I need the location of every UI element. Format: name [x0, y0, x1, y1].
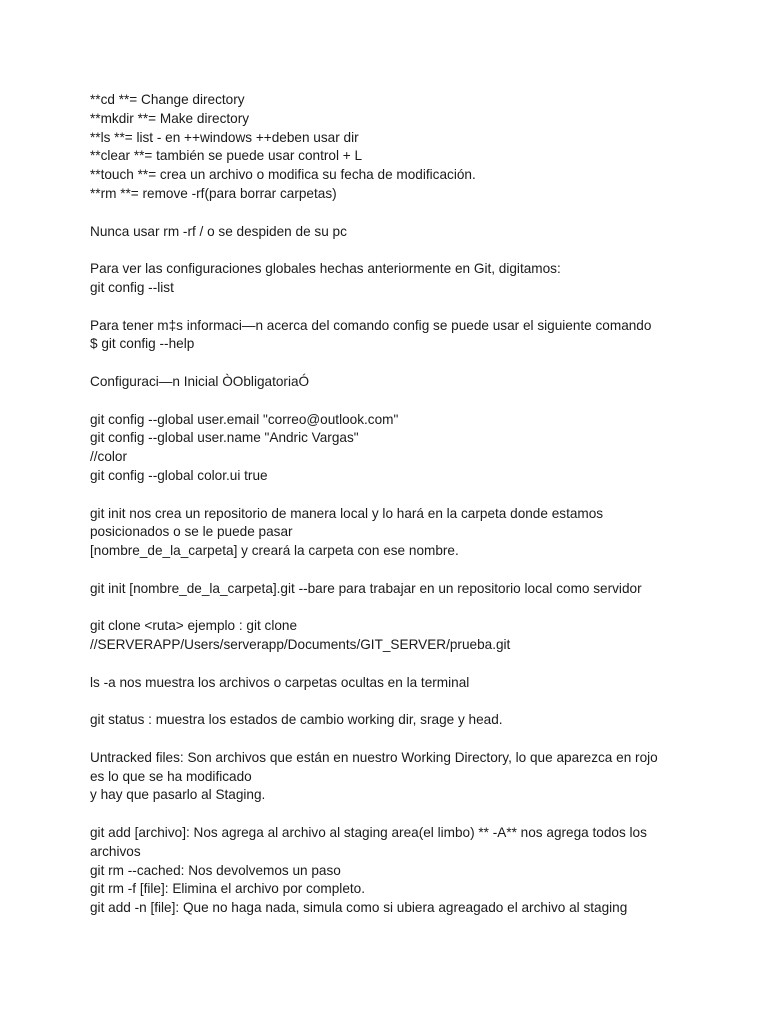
text-line: $ git config --help [90, 336, 195, 352]
text-line: git status : muestra los estados de cambio working dir, srage y head. [90, 712, 503, 728]
paragraph [90, 617, 690, 655]
text-line: git init [nombre_de_la_carpeta].git --bare para trabajar en un repositorio local como servidor [90, 580, 642, 596]
text-line: git add -n [file]: Que no haga nada, simula como si ubiera agreagado el archivo al staging [90, 900, 628, 916]
text-line: git add [archivo]: Nos agrega al archivo al staging area(el limbo) ** -A** nos agrega todos los [90, 825, 647, 841]
text-line: **ls **= list - en ++windows ++deben usar dir [90, 129, 359, 145]
paragraph [90, 91, 690, 204]
text-line: //SERVERAPP/Users/serverapp/Documents/GIT_SERVER/prueba.git [90, 637, 511, 653]
text-line: ls -a nos muestra los archivos o carpetas ocultas en la terminal [90, 674, 470, 690]
text-line: Nunca usar rm -rf / o se despiden de su pc [90, 223, 347, 239]
paragraph [90, 674, 690, 693]
paragraph [90, 711, 690, 730]
text-line: **mkdir **= Make directory [90, 110, 250, 126]
text-line: Para ver las configuraciones globales hechas anteriormente en Git, digitamos: [90, 261, 561, 277]
paragraph [90, 317, 690, 355]
text-line: git init nos crea un repositorio de manera local y lo hará en la carpeta donde estamos [90, 505, 604, 521]
text-line: git rm --cached: Nos devolvemos un paso [90, 862, 341, 878]
text-line: //color [90, 449, 128, 465]
paragraph [90, 411, 690, 486]
text-line: git config --global user.email "correo@outlook.com" [90, 411, 399, 427]
paragraph [90, 824, 690, 918]
paragraph [90, 505, 690, 561]
text-line: **clear **= también se puede usar control + L [90, 148, 363, 164]
document-body [90, 91, 690, 937]
text-line: git config --global user.name "Andric Vargas" [90, 430, 359, 446]
text-line: archivos [90, 843, 141, 859]
text-line: **rm **= remove -rf(para borrar carpetas) [90, 185, 337, 201]
text-line: es lo que se ha modificado [90, 768, 252, 784]
text-line: Untracked files: Son archivos que están en nuestro Working Directory, lo que aparezca en rojo [90, 749, 658, 765]
paragraph [90, 260, 690, 298]
text-line: posicionados o se le puede pasar [90, 524, 293, 540]
text-line: **cd **= Change directory [90, 92, 245, 107]
text-line: **touch **= crea un archivo o modifica su fecha de modificación. [90, 167, 476, 183]
paragraph [90, 749, 690, 805]
text-line: git config --list [90, 279, 174, 295]
paragraph [90, 373, 690, 392]
text-line: y hay que pasarlo al Staging. [90, 787, 266, 803]
text-line: git config --global color.ui true [90, 467, 268, 483]
text-line: [nombre_de_la_carpeta] y creará la carpeta con ese nombre. [90, 543, 459, 559]
text-line: Para tener m‡s informaci—n acerca del comando config se puede usar el siguiente comando [90, 317, 652, 333]
text-line: git clone <ruta> ejemplo : git clone [90, 618, 298, 634]
paragraph [90, 223, 690, 242]
paragraph [90, 580, 690, 599]
text-line: Configuraci—n Inicial ÒObligatoriaÓ [90, 373, 310, 389]
text-line: git rm -f [file]: Elimina el archivo por completo. [90, 881, 365, 897]
